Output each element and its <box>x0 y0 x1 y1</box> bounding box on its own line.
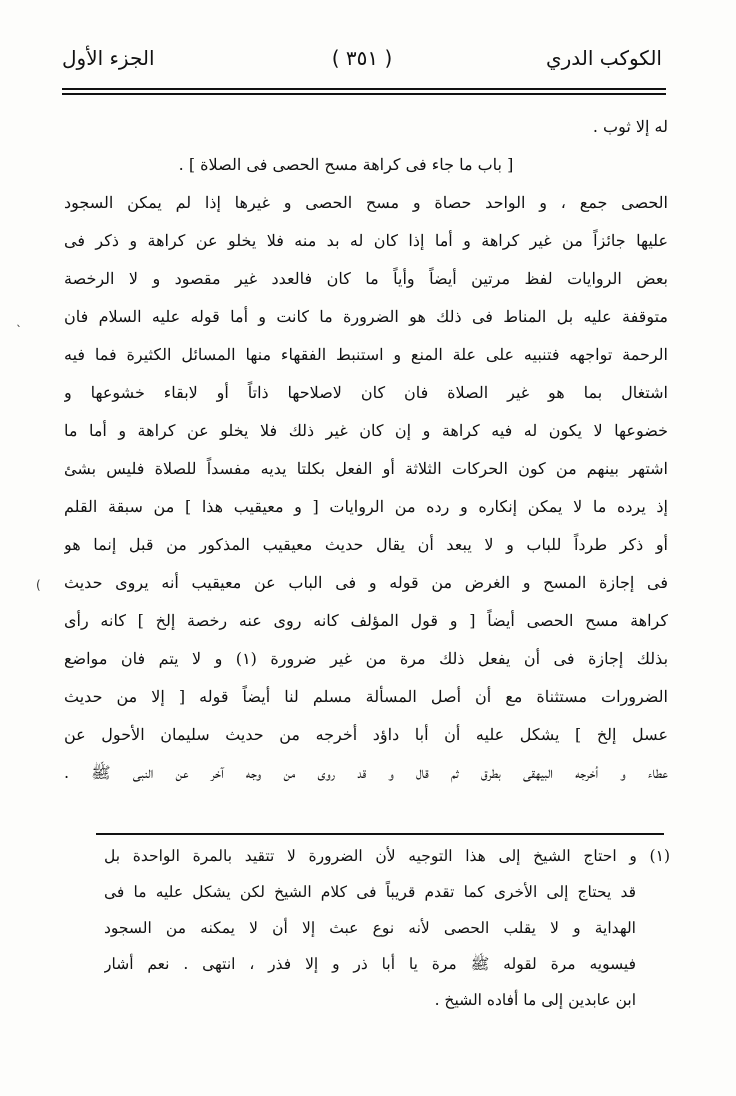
page-number: ( ٣٥١ ) <box>331 46 393 70</box>
text-line: خضوعها لا يكون له فيه كراهة و إن كان غير ذلك فلا يخلو عن كراهة و أما ما <box>64 421 668 440</box>
margin-mark: ˎ <box>16 313 22 327</box>
book-title: الكوكب الدري <box>545 46 662 70</box>
footnote-line: فيسويه مرة لقوله ﷺ مرة يا أبا ذر و إلا فذر ، انتهى . نعم أشار <box>104 955 636 973</box>
chapter-heading: [ باب ما جاء فى كراهة مسح الحصى فى الصلاة ] . <box>178 155 514 174</box>
text-line: عسل إلخ ] يشكل عليه أن أبا داؤد أخرجه من حديث سليمان الأحول عن <box>64 725 668 744</box>
footnote-line: (١) و احتاج الشيخ إلى هذا التوجيه لأن الضرورة لا تتقيد بالمرة الواحدة بل <box>104 847 670 865</box>
footnote-line: الهداية و لا يقلب الحصى لأنه نوع عبث إلا أن لا يمكنه من السجود <box>104 919 636 937</box>
text-line: أو ذكر طرداً للباب و لا يبعد أن يقال حديث معيقيب المذكور من قبل إنما هو <box>64 535 668 554</box>
footnotes <box>104 838 670 1018</box>
main-text <box>64 108 668 792</box>
header-rule <box>62 88 666 90</box>
text-line: عطاء و أخرجه البيهقى بطرق ثم قال و قد روى من وجه آخر عن النبى ﷺ . <box>64 763 668 782</box>
text-line: كراهة مسح الحصى أيضاً [ و قول المؤلف كانه روى عنه رخصة إلخ ] كانه رأى <box>64 611 668 630</box>
footnote-line: قد يحتاج إلى الأخرى كما تقدم قريباً فى كلام الشيخ لكن يشكل عليه ما فى <box>104 883 636 901</box>
page-header <box>62 46 662 82</box>
text-line: له إلا ثوب . <box>592 117 668 136</box>
text-line: فى إجازة المسح و الغرض من قوله و فى الباب عن معيقيب أنه يروى حديث <box>64 573 668 592</box>
text-line: اشتهر بينهم من كون الحركات الثلاثة أو الفعل بكلتا يديه مفسداً للصلاة فليس بشئ <box>64 459 668 478</box>
text-line: بعض الروايات لفظ مرتين أيضاً وأياً ما كان فالعدد غير مقصود و لا الرخصة <box>64 269 668 288</box>
header-rule-double <box>62 93 666 95</box>
text-line: الضرورات مستثناة مع أن أصل المسألة مسلم لنا أيضاً قوله [ إلا من حديث <box>64 687 668 706</box>
text-line: إذ يرده ما لا يمكن إنكاره و رده من الروايات [ و معيقيب هذا ] من سبقة القلم <box>64 497 668 516</box>
footnote-rule <box>96 833 664 835</box>
text-line: اشتغال بما هو غير الصلاة فان كان لاصلاحها ذاتاً أو لابقاء خشوعها و <box>64 383 668 402</box>
volume-label: الجزء الأول <box>62 46 155 70</box>
text-line: بذلك إجازة فى أن يفعل ذلك مرة من غير ضرورة (١) و لا يتم فان مواضع <box>64 649 668 668</box>
text-line: الرحمة تواجهه فتنبيه على علة المنع و استنبط الفقهاء منها المسائل الكثيرة فما فيه <box>64 345 668 364</box>
margin-mark: ( <box>36 578 41 592</box>
text-line: متوقفة عليه بل المناط فى ذلك هو الضرورة ما كانت و أما قوله عليه السلام فان <box>64 307 668 326</box>
text-line: عليها جائزاً من غير كراهة و أما إذا كان له بد منه فلا يخلو عن كراهة و ذكر فى <box>64 231 668 250</box>
text-line: الحصى جمع ، و الواحد حصاة و مسح الحصى و غيرها إذا لم يمكن السجود <box>64 193 668 212</box>
footnote-line: ابن عابدين إلى ما أفاده الشيخ . <box>434 991 636 1009</box>
